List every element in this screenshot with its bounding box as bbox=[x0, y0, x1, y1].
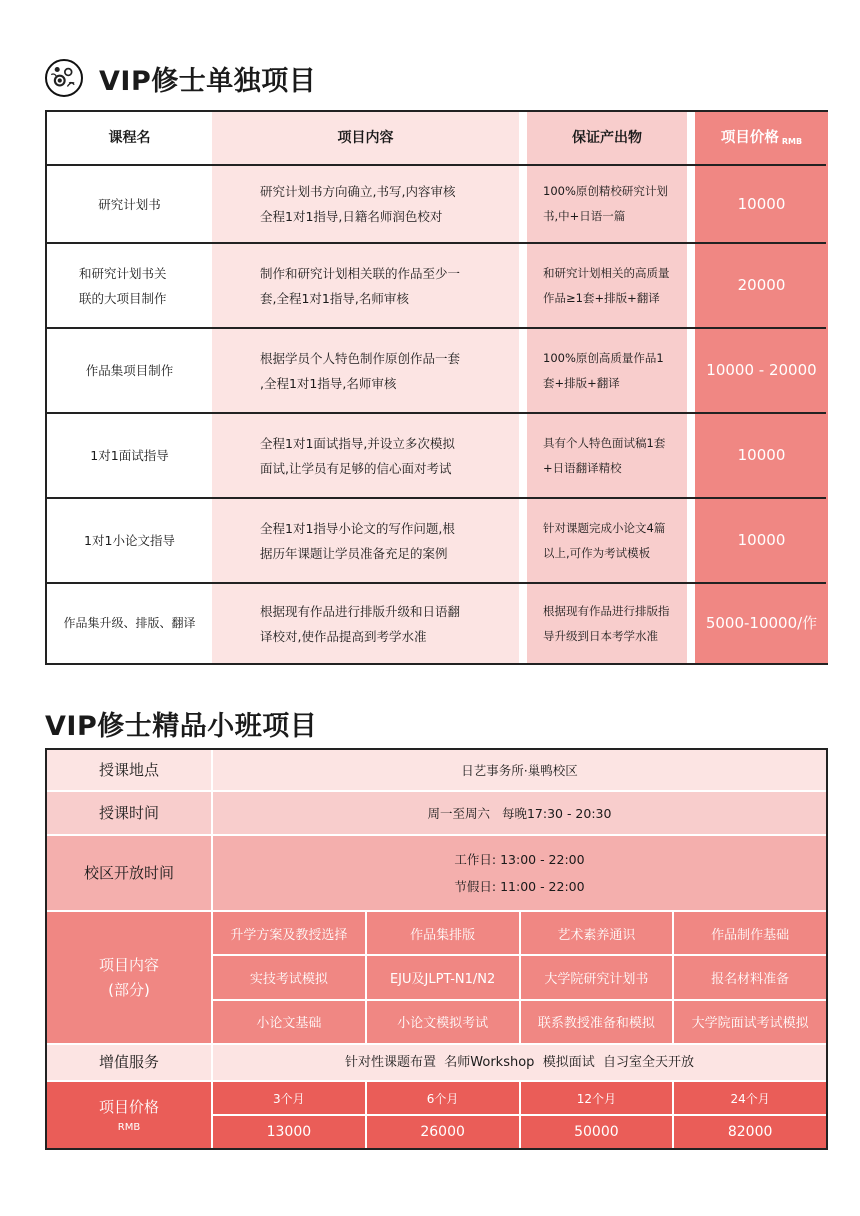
table-row bbox=[47, 497, 826, 582]
duration-12-months: 12个月 bbox=[521, 1082, 673, 1114]
section1-title: VIP修士单独项目 bbox=[99, 65, 317, 97]
course-content bbox=[212, 499, 519, 582]
output-line: 100%原创高质量作品1 bbox=[543, 350, 664, 365]
course-name: 作品集升级、排版、翻译 bbox=[63, 616, 196, 630]
content-item: 小论文基础 bbox=[213, 1001, 365, 1043]
section1-header bbox=[45, 56, 316, 100]
open-hours-label: 校区开放时间 bbox=[47, 836, 211, 910]
course-name: 1对1小论文指导 bbox=[84, 533, 175, 548]
table-row bbox=[47, 164, 826, 242]
location-row bbox=[47, 750, 826, 790]
course-name: 作品集项目制作 bbox=[85, 363, 174, 378]
content-label-line2: (部分) bbox=[108, 980, 150, 999]
output-line: 根据现有作品进行排版指 bbox=[543, 603, 670, 618]
header-price-label: 项目价格 bbox=[720, 129, 779, 146]
course-content bbox=[212, 244, 519, 327]
output-line: 书,中+日语一篇 bbox=[543, 209, 626, 223]
content-grid bbox=[213, 912, 826, 1043]
header-content: 项目内容 bbox=[337, 129, 394, 146]
table-row bbox=[47, 412, 826, 497]
content-line: ,全程1对1指导,名师审核 bbox=[260, 375, 397, 391]
course-output bbox=[527, 584, 687, 663]
course-price: 10000 - 20000 bbox=[706, 361, 817, 379]
course-name bbox=[47, 244, 212, 327]
course-price: 10000 bbox=[737, 194, 786, 213]
pricing-row bbox=[47, 1082, 826, 1148]
schedule-row bbox=[47, 792, 826, 834]
course-content bbox=[212, 414, 519, 497]
header-price-unit: RMB bbox=[781, 136, 803, 146]
output-line: 套+排版+翻译 bbox=[543, 375, 620, 390]
duration-24-months: 24个月 bbox=[674, 1082, 826, 1114]
duration-6-months: 6个月 bbox=[367, 1082, 519, 1114]
table-row bbox=[47, 327, 826, 412]
course-output bbox=[527, 244, 687, 327]
small-class-table bbox=[45, 748, 828, 1150]
content-row bbox=[47, 912, 826, 1043]
pricing-grid bbox=[213, 1082, 826, 1148]
output-line: 针对课题完成小论文4篇 bbox=[543, 520, 666, 535]
content-line: 面试,让学员有足够的信心面对考试 bbox=[260, 460, 452, 476]
content-item: 大学院研究计划书 bbox=[521, 956, 673, 998]
content-item: 艺术素养通识 bbox=[521, 912, 673, 954]
content-line: 套,全程1对1指导,名师审核 bbox=[260, 290, 409, 306]
content-line: 根据现有作品进行排版升级和日语翻 bbox=[260, 603, 461, 619]
price-24-months: 82000 bbox=[674, 1116, 826, 1148]
services-value: 针对性课题布置 名师Workshop 模拟面试 自习室全天开放 bbox=[213, 1045, 826, 1080]
course-name: 研究计划书 bbox=[98, 196, 161, 212]
output-line: 和研究计划相关的高质量 bbox=[543, 265, 670, 280]
open-hours-row bbox=[47, 836, 826, 910]
course-price: 20000 bbox=[737, 276, 786, 294]
output-line: 100%原创精校研究计划 bbox=[543, 184, 668, 198]
content-line: 据历年课题让学员准备充足的案例 bbox=[260, 545, 448, 561]
course-content bbox=[212, 329, 519, 412]
course-price: 10000 bbox=[737, 446, 786, 464]
workday-hours: 工作日: 13:00 - 22:00 bbox=[454, 852, 585, 867]
content-line: 研究计划书方向确立,书写,内容审核 bbox=[260, 184, 456, 199]
individual-projects-table bbox=[45, 110, 828, 665]
course-price: 5000-10000/作 bbox=[705, 614, 818, 632]
table-row bbox=[47, 582, 826, 663]
course-price: 10000 bbox=[737, 531, 786, 549]
price-12-months: 50000 bbox=[521, 1116, 673, 1148]
price-6-months: 26000 bbox=[367, 1116, 519, 1148]
content-line: 全程1对1指导,日籍名师润色校对 bbox=[260, 209, 443, 224]
schedule-label: 授课时间 bbox=[47, 792, 211, 834]
content-item: EJU及JLPT-N1/N2 bbox=[367, 956, 519, 998]
output-line: 作品≥1套+排版+翻译 bbox=[543, 290, 660, 305]
course-output bbox=[527, 166, 687, 242]
course-content bbox=[212, 584, 519, 663]
price-3-months: 13000 bbox=[213, 1116, 365, 1148]
output-line: 以上,可作为考试模板 bbox=[543, 545, 651, 560]
content-item: 作品集排版 bbox=[367, 912, 519, 954]
output-line: +日语翻译精校 bbox=[543, 460, 622, 475]
content-line: 译校对,使作品提高到考学水准 bbox=[260, 628, 427, 644]
location-value: 日艺事务所·巢鸭校区 bbox=[213, 750, 826, 790]
content-item: 小论文模拟考试 bbox=[367, 1001, 519, 1043]
content-item: 实技考试模拟 bbox=[213, 956, 365, 998]
open-hours-value bbox=[213, 836, 826, 910]
course-output bbox=[527, 329, 687, 412]
content-item: 作品制作基础 bbox=[674, 912, 826, 954]
content-line: 根据学员个人特色制作原创作品一套 bbox=[260, 350, 461, 366]
course-output bbox=[527, 499, 687, 582]
content-label bbox=[47, 912, 211, 1043]
pricing-label-text: 项目价格 bbox=[98, 1097, 159, 1116]
content-line: 全程1对1面试指导,并设立多次模拟 bbox=[260, 435, 455, 451]
content-line: 制作和研究计划相关联的作品至少一 bbox=[260, 265, 461, 281]
content-line: 全程1对1指导小论文的写作问题,根 bbox=[260, 520, 455, 536]
header-output: 保证产出物 bbox=[572, 129, 642, 146]
table-header-row bbox=[47, 112, 826, 164]
holiday-hours: 节假日: 11:00 - 22:00 bbox=[454, 879, 585, 894]
output-line: 导升级到日本考学水准 bbox=[543, 628, 658, 643]
course-content bbox=[212, 166, 519, 242]
content-item: 联系教授准备和模拟 bbox=[521, 1001, 673, 1043]
pricing-label bbox=[47, 1082, 211, 1148]
course-name: 1对1面试指导 bbox=[90, 448, 169, 463]
course-line: 和研究计划书关 bbox=[79, 265, 167, 281]
course-output bbox=[527, 414, 687, 497]
content-item: 升学方案及教授选择 bbox=[213, 912, 365, 954]
location-label: 授课地点 bbox=[47, 750, 211, 790]
duration-3-months: 3个月 bbox=[213, 1082, 365, 1114]
output-line: 具有个人特色面试稿1套 bbox=[543, 435, 666, 450]
schedule-value: 周一至周六 每晚17:30 - 20:30 bbox=[213, 792, 826, 834]
header-price bbox=[695, 112, 828, 164]
pricing-unit: RMB bbox=[117, 1121, 141, 1133]
content-item: 报名材料准备 bbox=[674, 956, 826, 998]
table-row bbox=[47, 242, 826, 327]
course-line: 联的大项目制作 bbox=[79, 290, 167, 306]
header-course: 课程名 bbox=[108, 129, 151, 146]
services-label: 增值服务 bbox=[47, 1045, 211, 1080]
section2-title: VIP修士精品小班项目 bbox=[45, 711, 318, 742]
content-item: 大学院面试考试模拟 bbox=[674, 1001, 826, 1043]
content-label-line1: 项目内容 bbox=[98, 955, 159, 974]
services-row bbox=[47, 1045, 826, 1080]
floral-emblem-icon bbox=[45, 59, 83, 97]
